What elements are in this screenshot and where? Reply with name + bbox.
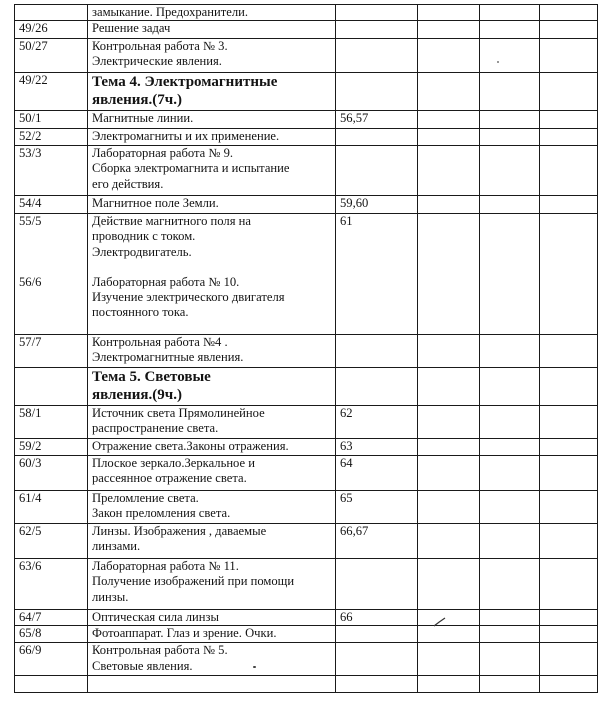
empty-cell [540,129,598,146]
lesson-row [15,111,598,129]
textbook-pages-cell [336,5,418,21]
textbook-pages-cell [336,676,418,693]
empty-cell [480,214,540,335]
empty-cell [480,676,540,693]
lesson-topic-cell: Оптическая сила линзы [88,610,336,626]
empty-cell [418,196,480,214]
empty-cell [480,626,540,643]
lesson-row [15,676,598,693]
empty-cell [540,73,598,111]
topic-header-row [15,368,598,406]
empty-cell [480,524,540,559]
lesson-row [15,5,598,21]
lesson-topic-cell: Решение задач [88,21,336,39]
lesson-number-cell: 58/1 [15,406,88,439]
empty-cell [480,129,540,146]
lesson-number-cell: 55/5 56/6 [15,214,88,335]
empty-cell [418,335,480,368]
textbook-pages-cell [336,626,418,643]
empty-cell [480,406,540,439]
empty-cell [418,491,480,524]
empty-cell [418,559,480,610]
lesson-number-cell: 60/3 [15,456,88,491]
lesson-row [15,196,598,214]
lesson-number-cell [15,5,88,21]
lesson-row [15,559,598,610]
empty-cell [540,456,598,491]
lesson-number-cell: 54/4 [15,196,88,214]
lesson-number-cell: 64/7 [15,610,88,626]
empty-cell [540,5,598,21]
textbook-pages-cell: 56,57 [336,111,418,129]
lesson-number-cell: 59/2 [15,439,88,456]
textbook-pages-cell: 64 [336,456,418,491]
lesson-topic-cell: Линзы. Изображения , даваемые линзами. [88,524,336,559]
empty-cell [540,524,598,559]
lesson-number-cell: 50/1 [15,111,88,129]
textbook-pages-cell: 63 [336,439,418,456]
empty-cell [480,21,540,39]
empty-cell [480,559,540,610]
lesson-number-cell: 49/22 [15,73,88,111]
lesson-row [15,643,598,676]
textbook-pages-cell: 66 [336,610,418,626]
empty-cell [418,626,480,643]
textbook-pages-cell: 61 [336,214,418,335]
lesson-topic-cell: Действие магнитного поля на проводник с током. Электродвигатель. Лабораторная работа № 10. Изучение электрического двигателя постоянного тока. [88,214,336,335]
lesson-topic-cell: Плоское зеркало.Зеркальное и рассеянное отражение света. [88,456,336,491]
textbook-pages-cell [336,559,418,610]
topic-header-row [15,73,598,111]
lesson-topic-cell: Контрольная работа №4 . Электромагнитные явления. [88,335,336,368]
empty-cell [480,146,540,196]
empty-cell [540,491,598,524]
lesson-number-cell [15,676,88,693]
lesson-row [15,456,598,491]
empty-cell [540,406,598,439]
empty-cell [540,368,598,406]
empty-cell [480,456,540,491]
textbook-pages-cell: 62 [336,406,418,439]
lesson-number-cell [15,368,88,406]
lesson-row [15,439,598,456]
empty-cell [418,129,480,146]
empty-cell [540,626,598,643]
empty-cell [418,5,480,21]
lesson-topic-cell: Электромагниты и их применение. [88,129,336,146]
lesson-topic-cell: Отражение света.Законы отражения. [88,439,336,456]
lesson-number-cell: 49/26 [15,21,88,39]
empty-cell [540,559,598,610]
empty-cell [418,146,480,196]
lesson-row [15,335,598,368]
lesson-number-cell: 63/6 [15,559,88,610]
empty-cell [480,643,540,676]
empty-cell [418,39,480,73]
lesson-row [15,214,598,335]
empty-cell [540,111,598,129]
textbook-pages-cell: 65 [336,491,418,524]
empty-cell [540,439,598,456]
empty-cell [540,214,598,335]
lesson-number-cell: 62/5 [15,524,88,559]
lesson-topic-cell: замыкание. Предохранители. [88,5,336,21]
empty-cell [480,39,540,73]
empty-cell [418,643,480,676]
empty-cell [418,456,480,491]
empty-cell [418,73,480,111]
empty-cell [480,73,540,111]
empty-cell [540,643,598,676]
lesson-row [15,610,598,626]
empty-cell [540,39,598,73]
empty-cell [480,439,540,456]
lesson-topic-cell: Источник света Прямолинейное распространение света. [88,406,336,439]
lesson-topic-cell: Лабораторная работа № 11. Получение изображений при помощи линзы. [88,559,336,610]
empty-cell [540,196,598,214]
lesson-topic-cell [88,676,336,693]
textbook-pages-cell [336,643,418,676]
empty-cell [480,368,540,406]
lesson-row [15,524,598,559]
lesson-row [15,146,598,196]
lesson-topic-cell: Преломление света. Закон преломления света. [88,491,336,524]
empty-cell [480,610,540,626]
empty-cell [480,196,540,214]
lesson-row [15,129,598,146]
empty-cell [418,439,480,456]
empty-cell [418,368,480,406]
empty-cell [480,111,540,129]
empty-cell [480,491,540,524]
empty-cell [540,21,598,39]
lesson-topic-cell: Магнитное поле Земли. [88,196,336,214]
lesson-row [15,626,598,643]
lesson-row [15,491,598,524]
lesson-number-cell: 57/7 [15,335,88,368]
lesson-number-cell: 66/9 [15,643,88,676]
lesson-row [15,406,598,439]
lesson-plan-table [14,4,598,693]
textbook-pages-cell [336,39,418,73]
lesson-number-cell: 53/3 [15,146,88,196]
textbook-pages-cell [336,21,418,39]
empty-cell [540,676,598,693]
lesson-plan-body [15,5,598,693]
empty-cell [540,610,598,626]
empty-cell [418,610,480,626]
lesson-row [15,39,598,73]
topic-title: Тема 4. Электромагнитные явления.(7ч.) [88,73,336,111]
lesson-topic-cell: Контрольная работа № 3. Электрические явления. [88,39,336,73]
textbook-pages-cell [336,146,418,196]
empty-cell [480,5,540,21]
lesson-topic-cell: Лабораторная работа № 9. Сборка электромагнита и испытание его действия. [88,146,336,196]
empty-cell [480,335,540,368]
empty-cell [418,406,480,439]
lesson-number-cell: 61/4 [15,491,88,524]
textbook-pages-cell: 59,60 [336,196,418,214]
lesson-number-cell: 50/27 [15,39,88,73]
textbook-pages-cell [336,335,418,368]
empty-cell [540,146,598,196]
lesson-topic-cell: Магнитные линии. [88,111,336,129]
empty-cell [418,524,480,559]
textbook-pages-cell: 66,67 [336,524,418,559]
textbook-pages-cell [336,73,418,111]
textbook-pages-cell [336,368,418,406]
lesson-number-cell: 52/2 [15,129,88,146]
topic-title: Тема 5. Световые явления.(9ч.) [88,368,336,406]
lesson-row [15,21,598,39]
empty-cell [418,111,480,129]
lesson-topic-cell: Фотоаппарат. Глаз и зрение. Очки. [88,626,336,643]
empty-cell [418,214,480,335]
empty-cell [418,21,480,39]
lesson-topic-cell: Контрольная работа № 5. Световые явления. [88,643,336,676]
textbook-pages-cell [336,129,418,146]
empty-cell [540,335,598,368]
lesson-number-cell: 65/8 [15,626,88,643]
empty-cell [418,676,480,693]
